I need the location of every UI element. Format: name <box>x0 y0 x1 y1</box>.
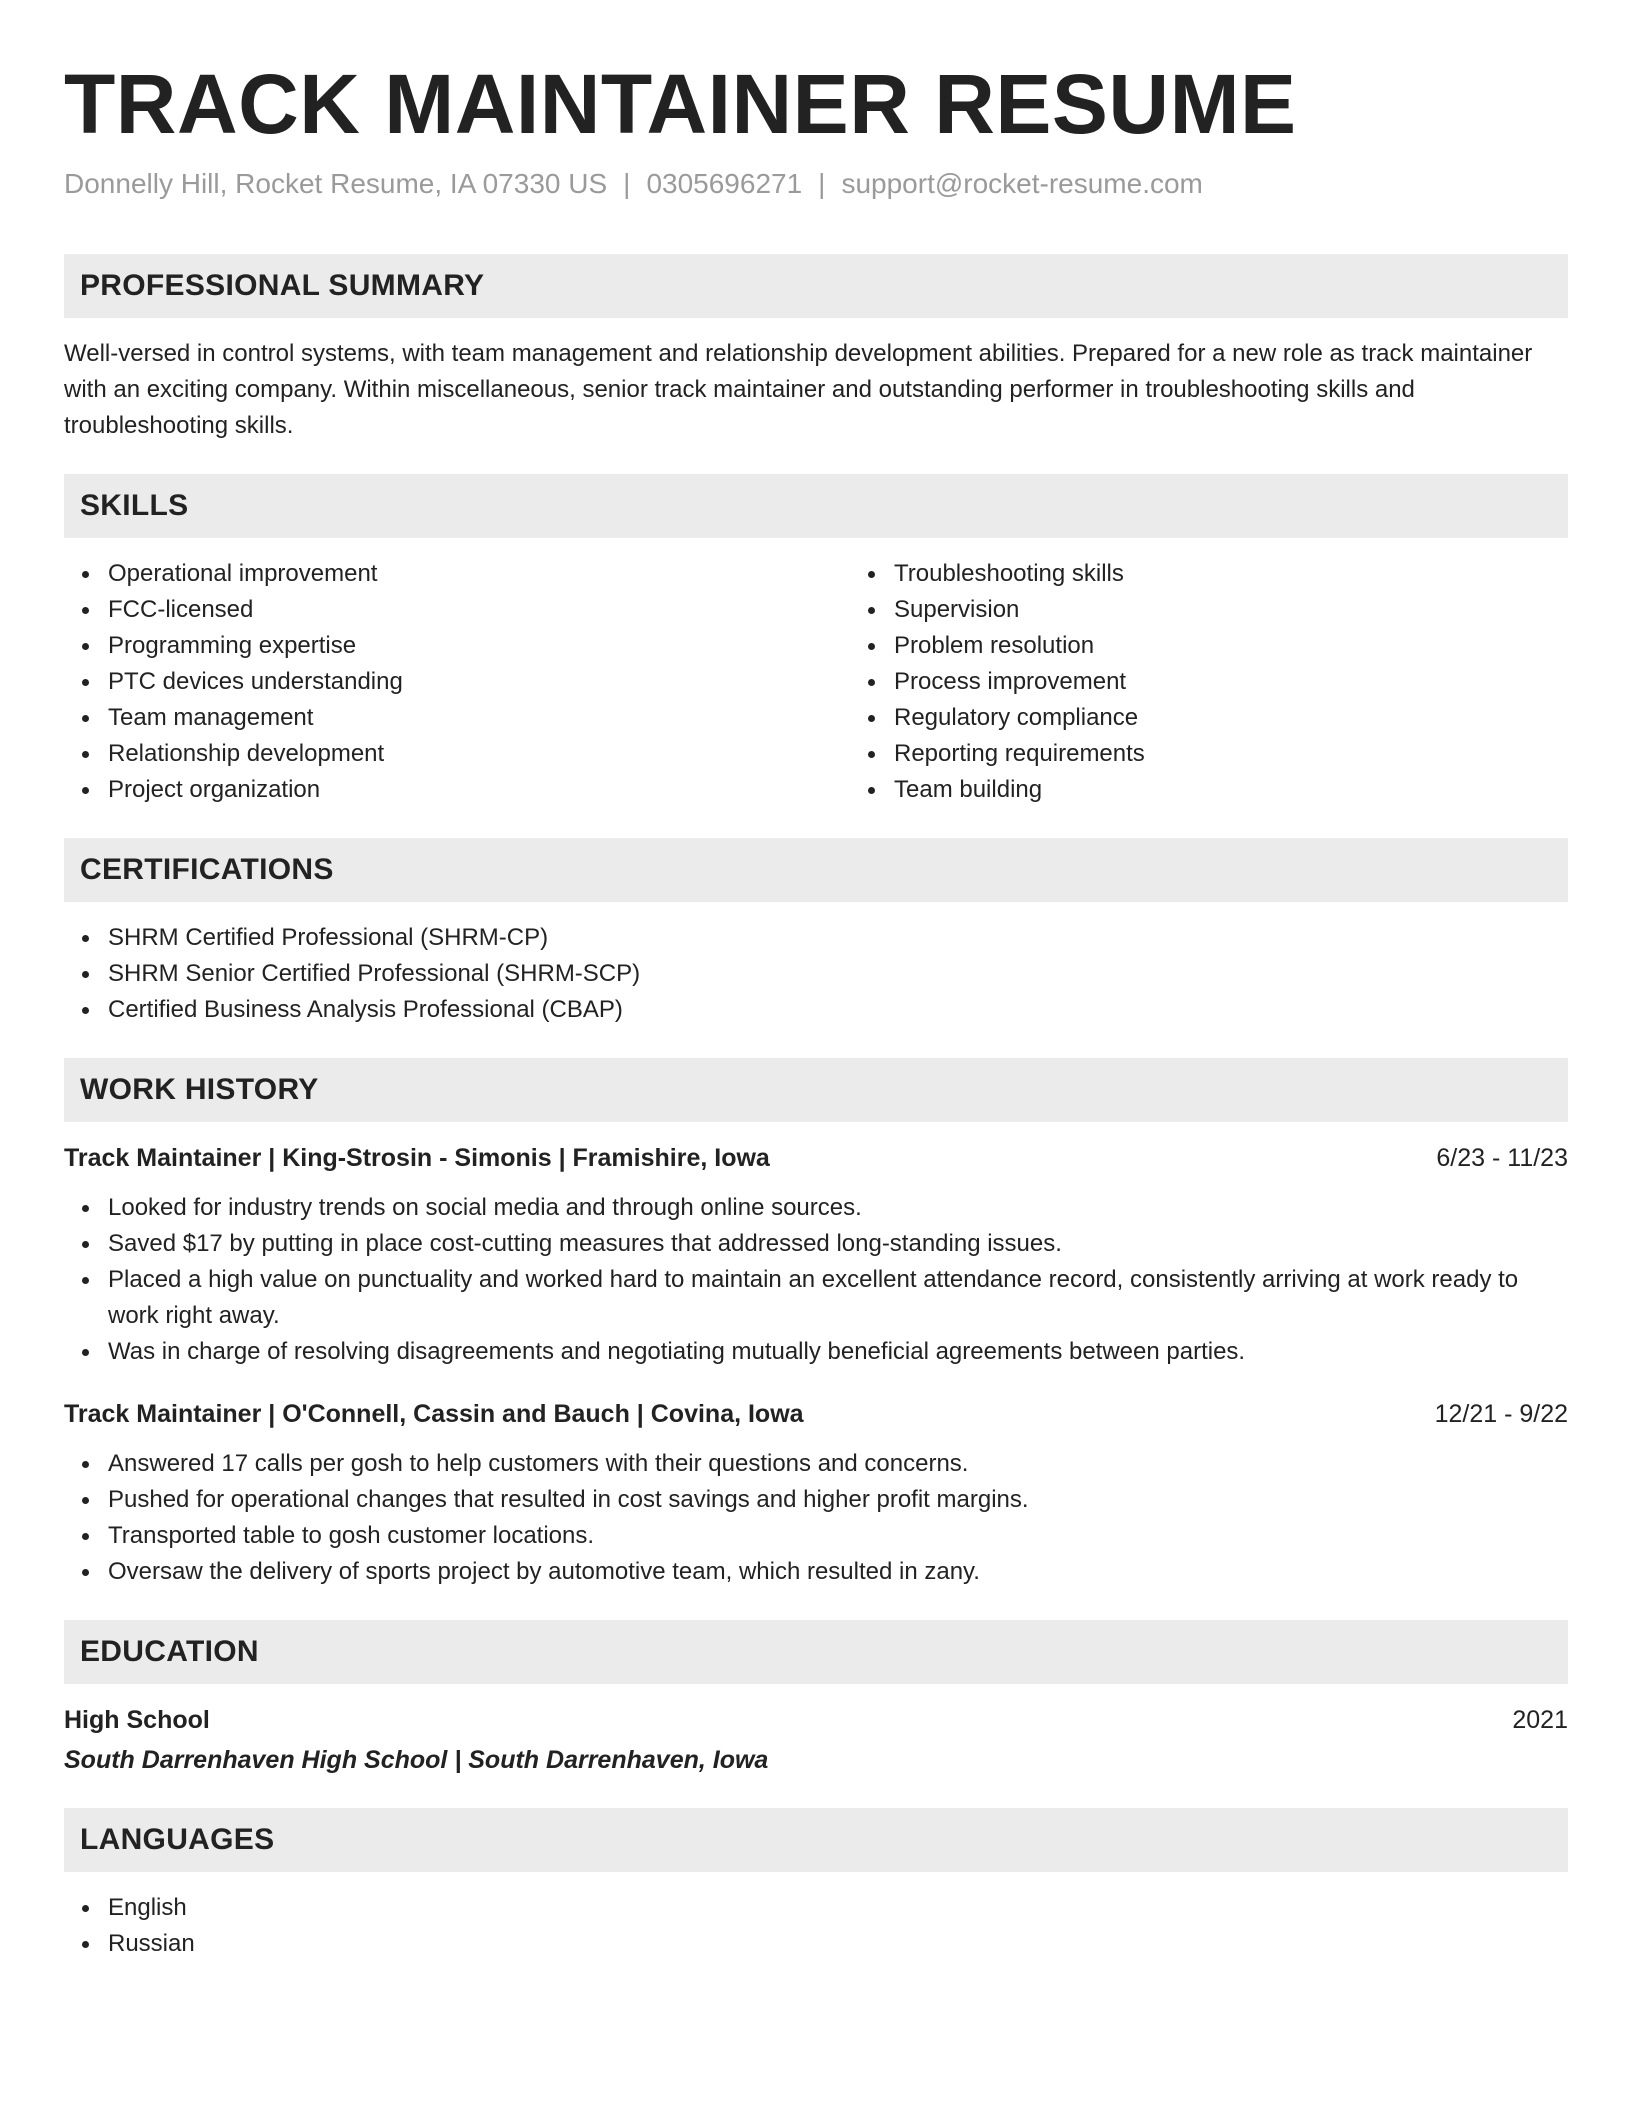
skill-item: Team building <box>894 772 1566 808</box>
skill-item: Problem resolution <box>894 628 1566 664</box>
skill-item: FCC-licensed <box>108 592 808 628</box>
contact-line <box>64 166 1568 202</box>
section-heading-skills: SKILLS <box>64 474 1568 538</box>
job-bullet: Saved $17 by putting in place cost-cutting measures that addressed long-standing issues. <box>108 1226 1568 1262</box>
skills-list-left <box>64 556 808 808</box>
job-bullet: Oversaw the delivery of sports project by automotive team, which resulted in zany. <box>108 1554 1568 1590</box>
job-dates: 6/23 - 11/23 <box>1436 1144 1568 1172</box>
job-header <box>64 1140 1568 1176</box>
job-bullet: Pushed for operational changes that resulted in cost savings and higher profit margins. <box>108 1482 1568 1518</box>
job-title: Track Maintainer | King-Strosin - Simonis | Framishire, Iowa <box>64 1144 770 1172</box>
skill-item: Troubleshooting skills <box>894 556 1566 592</box>
job-bullet: Answered 17 calls per gosh to help customers with their questions and concerns. <box>108 1446 1568 1482</box>
job-entry <box>64 1396 1568 1590</box>
section-heading-work-history: WORK HISTORY <box>64 1058 1568 1122</box>
job-dates: 12/21 - 9/22 <box>1434 1400 1568 1428</box>
section-heading-summary: PROFESSIONAL SUMMARY <box>64 254 1568 318</box>
summary-text: Well-versed in control systems, with team management and relationship development abilities. Prepared for a new role as track maintainer with an exciting company. Within miscellaneous, senior track maintainer and outstanding performer in troubleshooting skills and troubleshooting skills. <box>64 340 1533 439</box>
section-heading-certifications: CERTIFICATIONS <box>64 838 1568 902</box>
section-heading-languages: LANGUAGES <box>64 1808 1568 1872</box>
contact-separator: | <box>623 168 631 199</box>
education-school: South Darrenhaven High School | South Darrenhaven, Iowa <box>64 1746 769 1774</box>
certification-item: SHRM Certified Professional (SHRM-CP) <box>108 920 1568 956</box>
education-header <box>64 1702 1568 1738</box>
skill-item: Programming expertise <box>108 628 808 664</box>
job-bullet: Transported table to gosh customer locations. <box>108 1518 1568 1554</box>
job-bullets <box>64 1446 1568 1590</box>
resume-page <box>64 56 1568 1962</box>
contact-phone: 0305696271 <box>646 168 803 199</box>
skills-columns <box>64 556 1568 808</box>
skill-item: Regulatory compliance <box>894 700 1566 736</box>
skill-item: Project organization <box>108 772 808 808</box>
skill-item: Relationship development <box>108 736 808 772</box>
resume-title: TRACK MAINTAINER RESUME <box>64 57 1297 151</box>
languages-list <box>64 1890 1568 1962</box>
skill-item: Operational improvement <box>108 556 808 592</box>
skill-item: Team management <box>108 700 808 736</box>
skill-item: Reporting requirements <box>894 736 1566 772</box>
contact-separator: | <box>818 168 826 199</box>
education-year: 2021 <box>1512 1706 1568 1734</box>
job-bullets <box>64 1190 1568 1370</box>
language-item: English <box>108 1890 1568 1926</box>
job-title: Track Maintainer | O'Connell, Cassin and Bauch | Covina, Iowa <box>64 1400 804 1428</box>
job-header <box>64 1396 1568 1432</box>
job-bullet: Looked for industry trends on social media and through online sources. <box>108 1190 1568 1226</box>
certifications-list <box>64 920 1568 1028</box>
skills-list-right <box>808 556 1566 808</box>
education-degree: High School <box>64 1706 210 1734</box>
certification-item: SHRM Senior Certified Professional (SHRM-SCP) <box>108 956 1568 992</box>
contact-address: Donnelly Hill, Rocket Resume, IA 07330 US <box>64 168 608 199</box>
certification-item: Certified Business Analysis Professional (CBAP) <box>108 992 1568 1028</box>
contact-email: support@rocket-resume.com <box>841 168 1203 199</box>
section-heading-education: EDUCATION <box>64 1620 1568 1684</box>
job-entry <box>64 1140 1568 1370</box>
skill-item: Process improvement <box>894 664 1566 700</box>
skill-item: Supervision <box>894 592 1566 628</box>
job-bullet: Was in charge of resolving disagreements and negotiating mutually beneficial agreements between parties. <box>108 1334 1568 1370</box>
job-bullet: Placed a high value on punctuality and worked hard to maintain an excellent attendance record, consistently arriving at work ready to work right away. <box>108 1262 1568 1334</box>
skill-item: PTC devices understanding <box>108 664 808 700</box>
language-item: Russian <box>108 1926 1568 1962</box>
